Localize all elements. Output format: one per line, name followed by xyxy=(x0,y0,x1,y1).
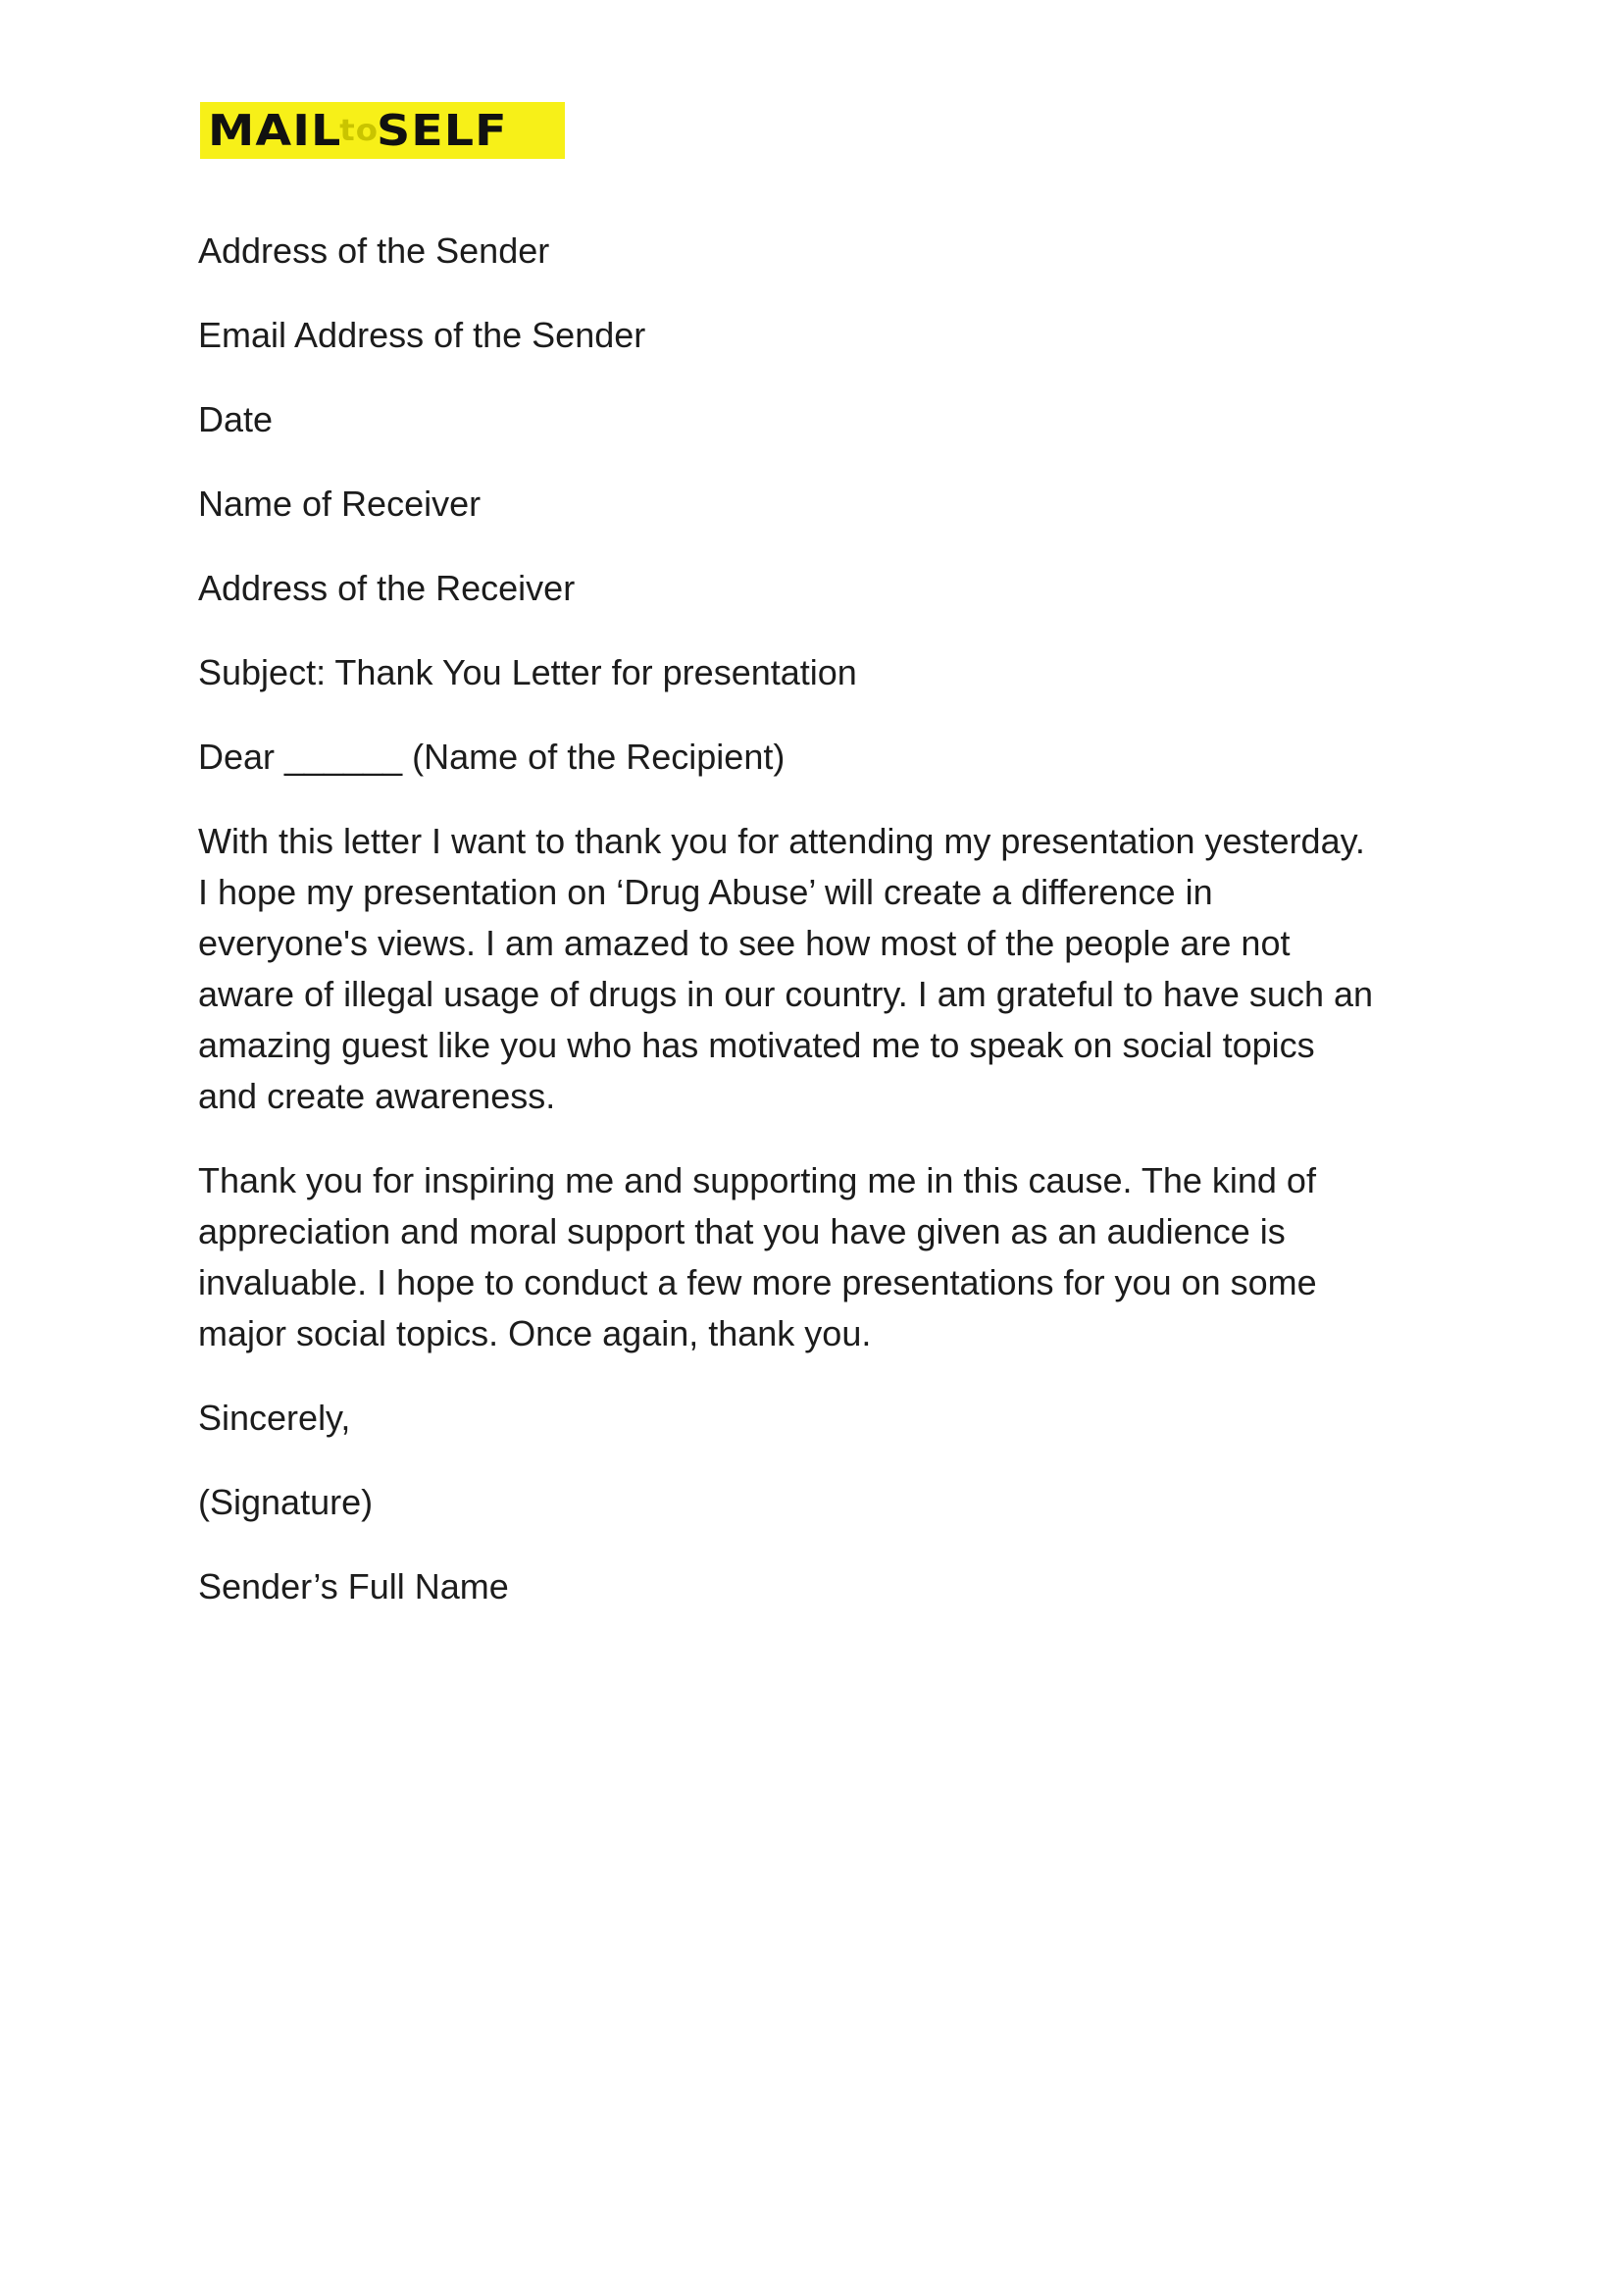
body-paragraph-1-line: aware of illegal usage of drugs in our country. I am grateful to have such an xyxy=(198,974,1374,1014)
sender-address: Address of the Sender xyxy=(198,230,550,271)
body-paragraph-1-line: I hope my presentation on ‘Drug Abuse’ will create a difference in xyxy=(198,872,1213,912)
body-paragraph-2 xyxy=(198,1155,1463,1359)
body-paragraph-1-line: With this letter I want to thank you for attending my presentation yesterday. xyxy=(198,821,1365,861)
signature: (Signature) xyxy=(198,1482,374,1522)
logo-wordmark xyxy=(208,106,508,157)
letter-date: Date xyxy=(198,399,274,439)
body-paragraph-1 xyxy=(198,816,1463,1122)
sender-email: Email Address of the Sender xyxy=(198,315,646,355)
receiver-address: Address of the Receiver xyxy=(198,568,576,608)
body-paragraph-2-line: major social topics. Once again, thank you. xyxy=(198,1313,872,1353)
body-paragraph-2-line: appreciation and moral support that you have given as an audience is xyxy=(198,1211,1286,1251)
logo-text-mid: to xyxy=(339,114,380,148)
closing: Sincerely, xyxy=(198,1398,351,1438)
mailtoself-logo xyxy=(200,102,565,159)
letter-subject: Subject: Thank You Letter for presentation xyxy=(198,652,857,692)
logo-text-right: SELF xyxy=(376,106,508,156)
sender-full-name: Sender’s Full Name xyxy=(198,1566,509,1606)
logo-text-left: MAIL xyxy=(208,106,342,156)
body-paragraph-2-line: Thank you for inspiring me and supporting me in this cause. The kind of xyxy=(198,1160,1316,1200)
receiver-name: Name of Receiver xyxy=(198,484,482,524)
body-paragraph-2-line: invaluable. I hope to conduct a few more presentations for you on some xyxy=(198,1262,1317,1302)
body-paragraph-1-line: everyone's views. I am amazed to see how most of the people are not xyxy=(198,923,1291,963)
body-paragraph-1-line: amazing guest like you who has motivated me to speak on social topics xyxy=(198,1025,1315,1065)
letter-body xyxy=(198,226,1463,1646)
body-paragraph-1-line: and create awareness. xyxy=(198,1076,556,1116)
salutation: Dear ______ (Name of the Recipient) xyxy=(198,737,786,777)
